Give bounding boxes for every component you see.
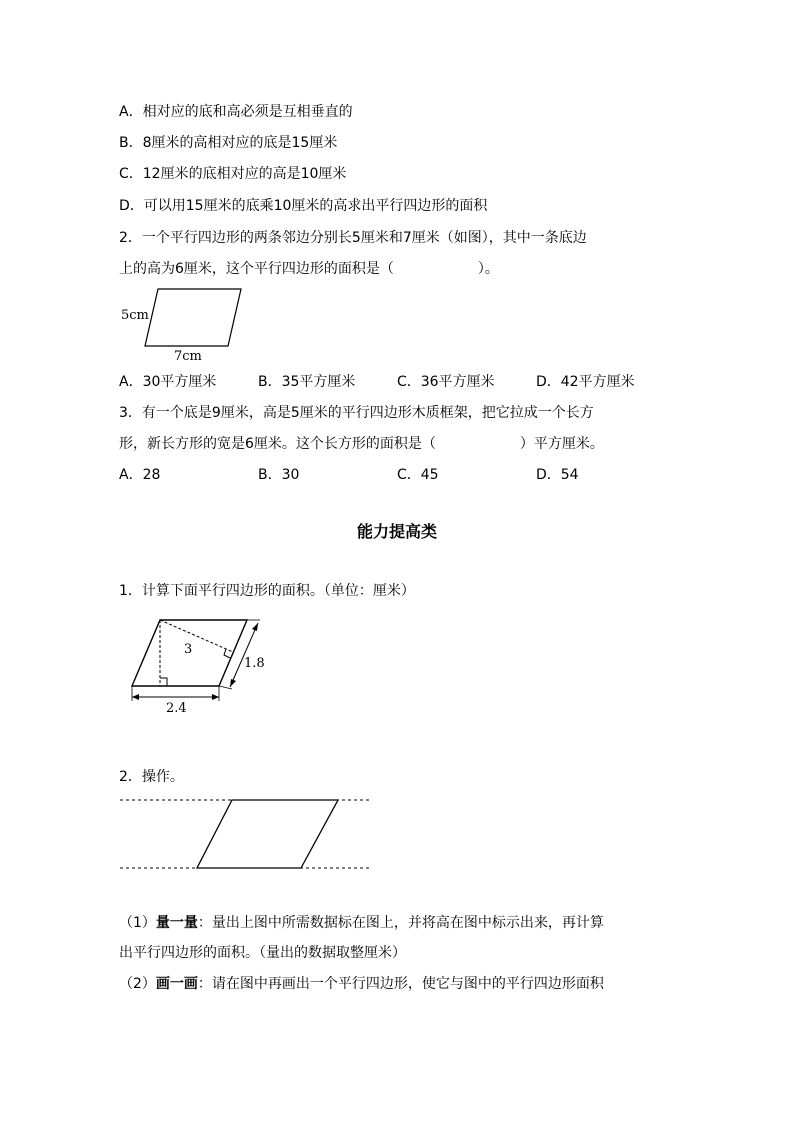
q2-option-b: B．35平方厘米 <box>258 374 356 390</box>
p2-parallelogram-figure <box>118 795 372 875</box>
q2-base-label: 7cm <box>174 349 202 364</box>
p2-sub2-prefix: （2） <box>119 976 156 992</box>
p2-sub2-line1 <box>119 974 604 994</box>
p2-sub1-line2: 出平行四边形的面积。（量出的数据取整厘米） <box>119 945 406 961</box>
q1-option-d: D．可以用15厘米的底乘10厘米的高求出平行四边形的面积 <box>119 198 488 214</box>
p1-base-arrow-left <box>132 694 139 700</box>
p1-side-label: 1.8 <box>244 656 265 671</box>
q2-text-line2: 上的高为6厘米，这个平行四边形的面积是（ ）。 <box>119 261 499 277</box>
p1-side-arrow-top <box>252 623 258 631</box>
q1-option-a: A．相对应的底和高必须是互相垂直的 <box>119 104 353 120</box>
p2-text: 2．操作。 <box>119 769 184 785</box>
q3-option-d: D．54 <box>536 467 579 483</box>
p2-sub2-rest: ：请在图中再画出一个平行四边形，使它与图中的平行四边形面积 <box>197 976 604 992</box>
p1-side-dimension <box>230 623 258 687</box>
q1-option-b: B．8厘米的高相对应的底是15厘米 <box>119 135 338 151</box>
p1-height-line-side <box>160 620 233 652</box>
q2-option-a: A．30平方厘米 <box>119 374 217 390</box>
q2-side-label: 5cm <box>121 308 149 323</box>
q2-text-line1: 2．一个平行四边形的两条邻边分别长5厘米和7厘米（如图），其中一条底边 <box>119 230 587 246</box>
p2-parallelogram-shape <box>197 800 338 868</box>
q2-option-c: C．36平方厘米 <box>397 374 495 390</box>
p1-height-label: 3 <box>184 642 193 657</box>
section-title: 能力提高类 <box>356 522 437 541</box>
q3-text-line2: 形，新长方形的宽是6厘米。这个长方形的面积是（ ）平方厘米。 <box>119 436 604 452</box>
p1-base-label: 2.4 <box>166 701 187 715</box>
p2-sub1-rest: ：量出上图中所需数据标在图上，并将高在图中标示出来，再计算 <box>197 915 604 931</box>
q2-parallelogram-shape <box>145 289 241 346</box>
p2-sub2-keyword: 画一画 <box>155 976 198 992</box>
p2-sub1-prefix: （1） <box>119 915 156 931</box>
q3-text-line1: 3．有一个底是9厘米，高是5厘米的平行四边形木质框架，把它拉成一个长方 <box>119 405 594 421</box>
q3-option-b: B．30 <box>258 467 300 483</box>
q3-option-c: C．45 <box>397 467 439 483</box>
q2-parallelogram-figure <box>115 282 255 364</box>
q3-option-a: A．28 <box>119 467 161 483</box>
p1-text: 1．计算下面平行四边形的面积。（单位：厘米） <box>119 583 415 599</box>
q2-option-d: D．42平方厘米 <box>536 374 635 390</box>
p1-parallelogram-figure <box>122 615 282 715</box>
q1-option-c: C．12厘米的底相对应的高是10厘米 <box>119 166 347 182</box>
p2-sub1-line1 <box>119 913 604 933</box>
p2-sub1-keyword: 量一量 <box>155 915 198 931</box>
p1-base-arrow-right <box>212 694 219 700</box>
p1-right-angle-base <box>160 678 167 686</box>
p1-side-arrow-bottom <box>230 679 236 687</box>
